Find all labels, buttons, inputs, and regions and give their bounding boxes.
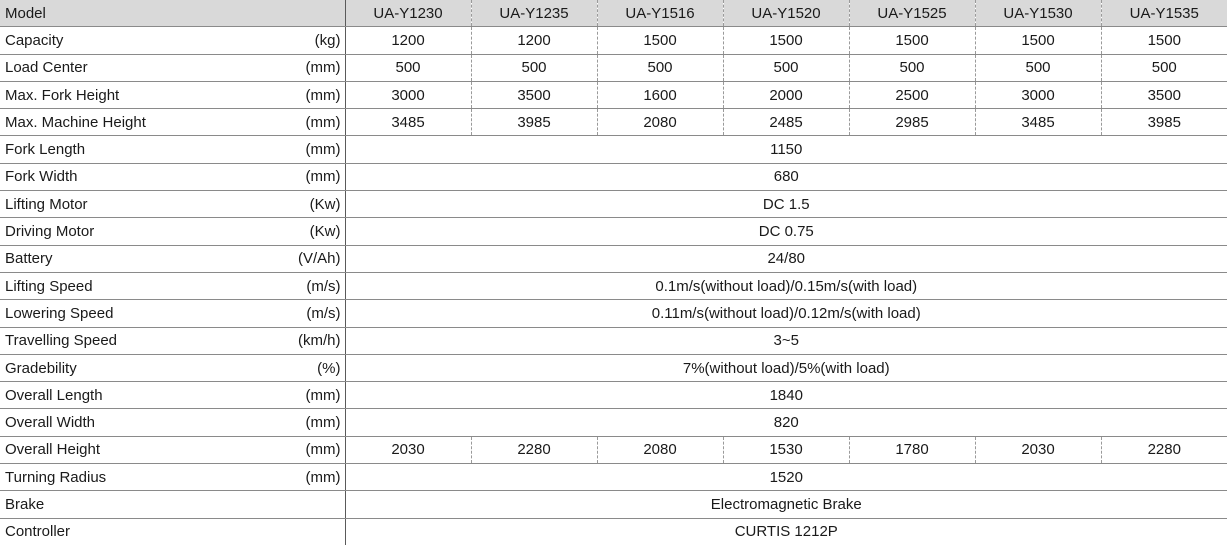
spec-label-wrap — [5, 141, 345, 158]
spec-value: 500 — [345, 54, 471, 81]
spec-label: Max. Machine Height — [5, 113, 146, 131]
spec-value: 1500 — [723, 27, 849, 54]
spec-unit: (Kw) — [309, 223, 341, 241]
spec-label-wrap — [5, 250, 345, 267]
model-header: UA-Y1516 — [597, 0, 723, 27]
spec-label: Overall Length — [5, 386, 103, 404]
spec-row — [0, 409, 1227, 436]
spec-label-cell — [0, 518, 345, 545]
model-header: UA-Y1235 — [471, 0, 597, 27]
spec-value-shared: DC 0.75 — [345, 218, 1227, 245]
spec-label-cell — [0, 191, 345, 218]
spec-value-shared: 24/80 — [345, 245, 1227, 272]
spec-row — [0, 109, 1227, 136]
spec-label: Gradebility — [5, 359, 77, 377]
spec-label: Load Center — [5, 59, 88, 77]
spec-label-cell — [0, 218, 345, 245]
spec-value: 2485 — [723, 109, 849, 136]
spec-unit: (mm) — [305, 386, 341, 404]
spec-unit: (V/Ah) — [297, 250, 341, 268]
spec-label-wrap — [5, 360, 345, 377]
spec-value-shared: 0.1m/s(without load)/0.15m/s(with load) — [345, 272, 1227, 299]
spec-unit: (mm) — [305, 468, 341, 486]
spec-value: 3000 — [345, 81, 471, 108]
spec-value: 500 — [1101, 54, 1227, 81]
spec-unit: (m/s) — [306, 277, 341, 295]
spec-label: Driving Motor — [5, 223, 95, 241]
spec-label: Max. Fork Height — [5, 86, 120, 104]
spec-value: 500 — [597, 54, 723, 81]
model-header: UA-Y1230 — [345, 0, 471, 27]
spec-value-shared: 7%(without load)/5%(with load) — [345, 354, 1227, 381]
spec-label: Overall Height — [5, 441, 101, 459]
spec-value: 3485 — [345, 109, 471, 136]
spec-value: 1200 — [471, 27, 597, 54]
spec-label: Capacity — [5, 31, 64, 49]
spec-value: 500 — [975, 54, 1101, 81]
spec-label-cell — [0, 436, 345, 463]
spec-row — [0, 163, 1227, 190]
spec-label-cell — [0, 272, 345, 299]
spec-unit: (mm) — [305, 414, 341, 432]
spec-value: 500 — [849, 54, 975, 81]
spec-value-shared: Electromagnetic Brake — [345, 491, 1227, 518]
spec-unit: (%) — [317, 359, 341, 377]
spec-label-wrap — [5, 414, 345, 431]
spec-label-wrap — [5, 278, 345, 295]
spec-label-wrap — [5, 196, 345, 213]
spec-label: Overall Width — [5, 414, 96, 432]
spec-value: 2280 — [1101, 436, 1227, 463]
spec-unit: (m/s) — [306, 304, 341, 322]
spec-value-shared: DC 1.5 — [345, 191, 1227, 218]
spec-row — [0, 354, 1227, 381]
spec-unit: (mm) — [305, 113, 341, 131]
spec-value: 1500 — [975, 27, 1101, 54]
spec-value: 1200 — [345, 27, 471, 54]
spec-value: 500 — [471, 54, 597, 81]
spec-value: 500 — [723, 54, 849, 81]
spec-value: 1530 — [723, 436, 849, 463]
spec-row — [0, 136, 1227, 163]
spec-unit: (mm) — [305, 441, 341, 459]
spec-label-wrap — [5, 168, 345, 185]
spec-label: Battery — [5, 250, 53, 268]
spec-label-cell — [0, 27, 345, 54]
spec-value: 3500 — [1101, 81, 1227, 108]
spec-value: 3000 — [975, 81, 1101, 108]
spec-unit: (mm) — [305, 168, 341, 186]
spec-unit: (km/h) — [298, 332, 341, 350]
spec-value: 2000 — [723, 81, 849, 108]
spec-label-cell — [0, 382, 345, 409]
model-header: UA-Y1530 — [975, 0, 1101, 27]
spec-label-wrap — [5, 496, 345, 513]
spec-unit: (mm) — [305, 86, 341, 104]
model-header: UA-Y1535 — [1101, 0, 1227, 27]
spec-label-cell — [0, 109, 345, 136]
spec-unit: (mm) — [305, 59, 341, 77]
spec-label: Controller — [5, 523, 71, 541]
spec-label-cell — [0, 327, 345, 354]
spec-row — [0, 245, 1227, 272]
spec-value: 2080 — [597, 436, 723, 463]
spec-row — [0, 518, 1227, 545]
spec-label-wrap — [5, 469, 345, 486]
spec-label-wrap — [5, 114, 345, 131]
spec-label-cell — [0, 245, 345, 272]
spec-label-wrap — [5, 387, 345, 404]
spec-value: 3985 — [1101, 109, 1227, 136]
spec-value: 2985 — [849, 109, 975, 136]
spec-label-cell — [0, 54, 345, 81]
spec-row — [0, 464, 1227, 491]
spec-value: 3500 — [471, 81, 597, 108]
spec-label-cell — [0, 409, 345, 436]
spec-value-shared: 820 — [345, 409, 1227, 436]
spec-row — [0, 272, 1227, 299]
spec-label: Brake — [5, 495, 45, 513]
spec-value-shared: 1150 — [345, 136, 1227, 163]
spec-row — [0, 436, 1227, 463]
spec-value: 1500 — [849, 27, 975, 54]
header-row — [0, 0, 1227, 27]
spec-label-cell — [0, 163, 345, 190]
spec-label: Turning Radius — [5, 468, 107, 486]
model-header: UA-Y1520 — [723, 0, 849, 27]
spec-value: 2280 — [471, 436, 597, 463]
spec-label-wrap — [5, 59, 345, 76]
spec-value: 3485 — [975, 109, 1101, 136]
spec-value-shared: 1520 — [345, 464, 1227, 491]
spec-label: Lifting Speed — [5, 277, 93, 295]
spec-value: 2030 — [345, 436, 471, 463]
spec-row — [0, 300, 1227, 327]
spec-row — [0, 191, 1227, 218]
spec-value: 1500 — [1101, 27, 1227, 54]
spec-value-shared: 0.11m/s(without load)/0.12m/s(with load) — [345, 300, 1227, 327]
spec-value: 1600 — [597, 81, 723, 108]
spec-label-wrap — [5, 223, 345, 240]
spec-label-wrap — [5, 87, 345, 104]
spec-row — [0, 491, 1227, 518]
spec-value-shared: 680 — [345, 163, 1227, 190]
spec-label-cell — [0, 491, 345, 518]
spec-label: Fork Width — [5, 168, 78, 186]
model-header: UA-Y1525 — [849, 0, 975, 27]
spec-row — [0, 218, 1227, 245]
spec-label-wrap — [5, 523, 345, 540]
spec-row — [0, 81, 1227, 108]
spec-label-wrap — [5, 32, 345, 49]
spec-label-cell — [0, 136, 345, 163]
spec-label-cell — [0, 300, 345, 327]
spec-label-wrap — [5, 305, 345, 322]
spec-value: 1780 — [849, 436, 975, 463]
spec-label-cell — [0, 81, 345, 108]
spec-unit: (kg) — [314, 31, 341, 49]
spec-value: 2500 — [849, 81, 975, 108]
spec-label-wrap — [5, 332, 345, 349]
spec-value: 3985 — [471, 109, 597, 136]
spec-row — [0, 327, 1227, 354]
spec-label-cell — [0, 464, 345, 491]
spec-label: Travelling Speed — [5, 332, 118, 350]
spec-value-shared: CURTIS 1212P — [734, 523, 838, 541]
spec-value: 2030 — [975, 436, 1101, 463]
spec-value: 1500 — [597, 27, 723, 54]
spec-unit: (mm) — [305, 141, 341, 159]
spec-row — [0, 382, 1227, 409]
spec-label: Fork Length — [5, 141, 86, 159]
spec-label: Lifting Motor — [5, 195, 88, 213]
spec-label-wrap — [5, 441, 345, 458]
spec-value: 2080 — [597, 109, 723, 136]
spec-row — [0, 54, 1227, 81]
spec-value-shared: 3~5 — [345, 327, 1227, 354]
spec-unit: (Kw) — [309, 195, 341, 213]
spec-row — [0, 27, 1227, 54]
spec-value-shared: 1840 — [345, 382, 1227, 409]
spec-label: Lowering Speed — [5, 304, 114, 322]
header-label: Model — [0, 0, 345, 27]
spec-label-cell — [0, 354, 345, 381]
